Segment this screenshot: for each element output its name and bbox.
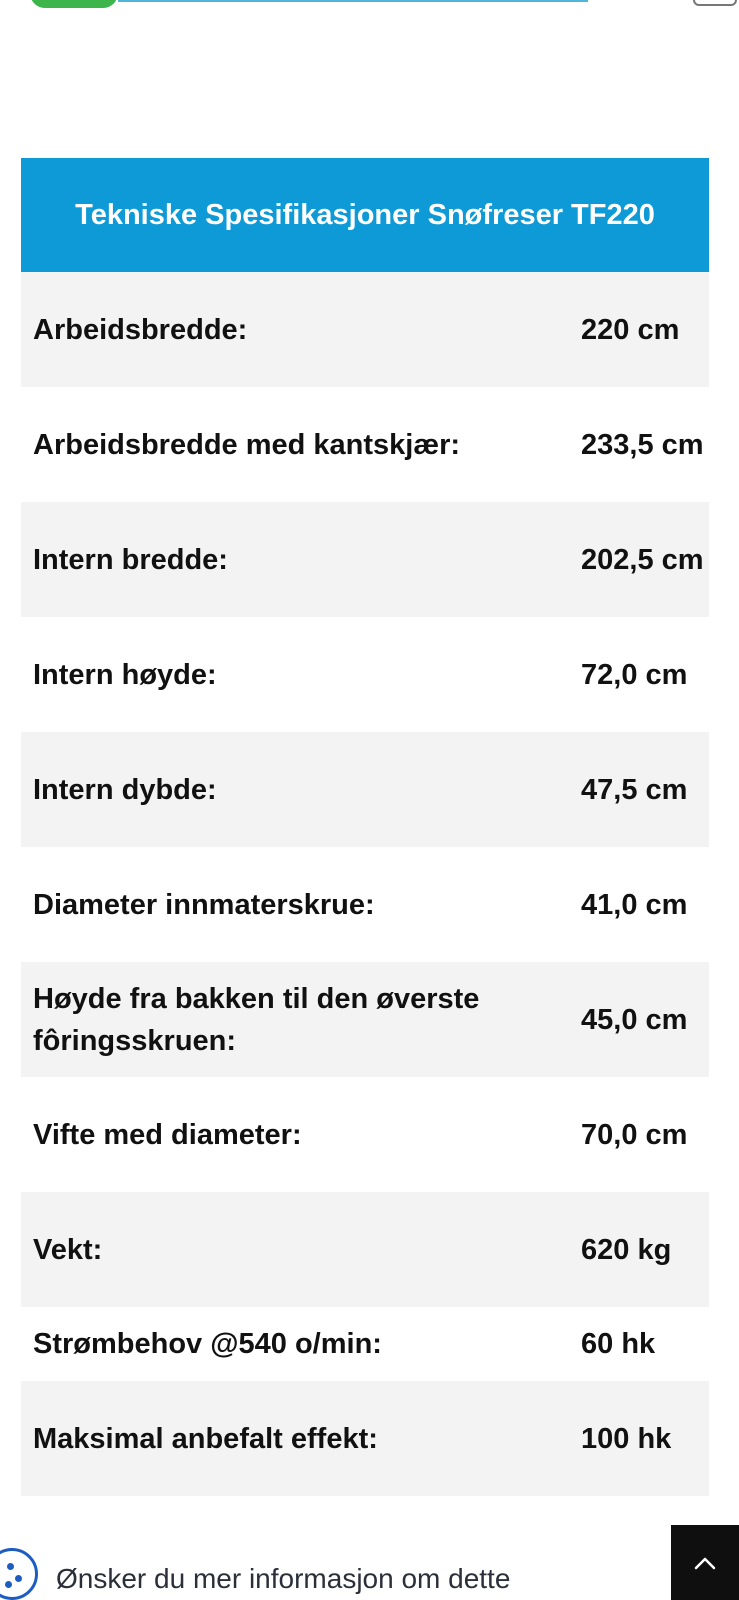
spec-value: 70,0 cm [581,1118,688,1151]
spec-value: 60 hk [581,1328,656,1360]
table-row [21,1381,709,1496]
spec-label: Høyde fra bakken til den øverste fôringsskruen: [33,982,480,1057]
table-row [21,1077,709,1192]
spec-label: Maksimal anbefalt effekt: [33,1422,378,1455]
spec-label: Intern bredde: [33,543,228,576]
spec-value: 220 cm [581,313,680,346]
spec-label: Intern høyde: [33,658,217,691]
spec-label: Strømbehov @540 o/min: [33,1328,382,1360]
chevron-up-icon [694,1556,716,1570]
table-row [21,502,709,617]
spec-label: Vifte med diameter: [33,1118,302,1151]
table-row [21,617,709,732]
spec-value: 620 kg [581,1233,672,1266]
progress-line [118,0,588,2]
spec-table-title: Tekniske Spesifikasjoner Snøfreser TF220 [21,158,709,272]
table-row [21,962,709,1077]
table-row [21,732,709,847]
table-row [21,387,709,502]
spec-value: 41,0 cm [581,888,688,921]
table-row [21,272,709,387]
spec-value: 202,5 cm [581,543,704,576]
spec-value: 100 hk [581,1422,672,1455]
top-green-button[interactable] [30,0,118,8]
spec-label: Arbeidsbredde med kantskjær: [33,428,461,461]
scroll-to-top-button[interactable] [671,1525,739,1600]
spec-value: 45,0 cm [581,1003,688,1036]
spec-label: Diameter innmaterskrue: [33,888,375,921]
spec-label: Vekt: [33,1233,103,1266]
spec-value: 233,5 cm [581,428,704,461]
table-row [21,1307,709,1381]
spec-table [21,158,709,1496]
table-row [21,847,709,962]
info-request-text[interactable]: Ønsker du mer informasjon om dette [56,1563,511,1594]
cookie-icon[interactable] [0,1548,38,1600]
spec-value: 72,0 cm [581,658,688,691]
top-strip [0,0,739,8]
battery-icon [693,0,737,6]
table-row [21,1192,709,1307]
spec-label: Intern dybde: [33,773,217,806]
spec-label: Arbeidsbredde: [33,313,248,346]
spec-value: 47,5 cm [581,773,688,806]
